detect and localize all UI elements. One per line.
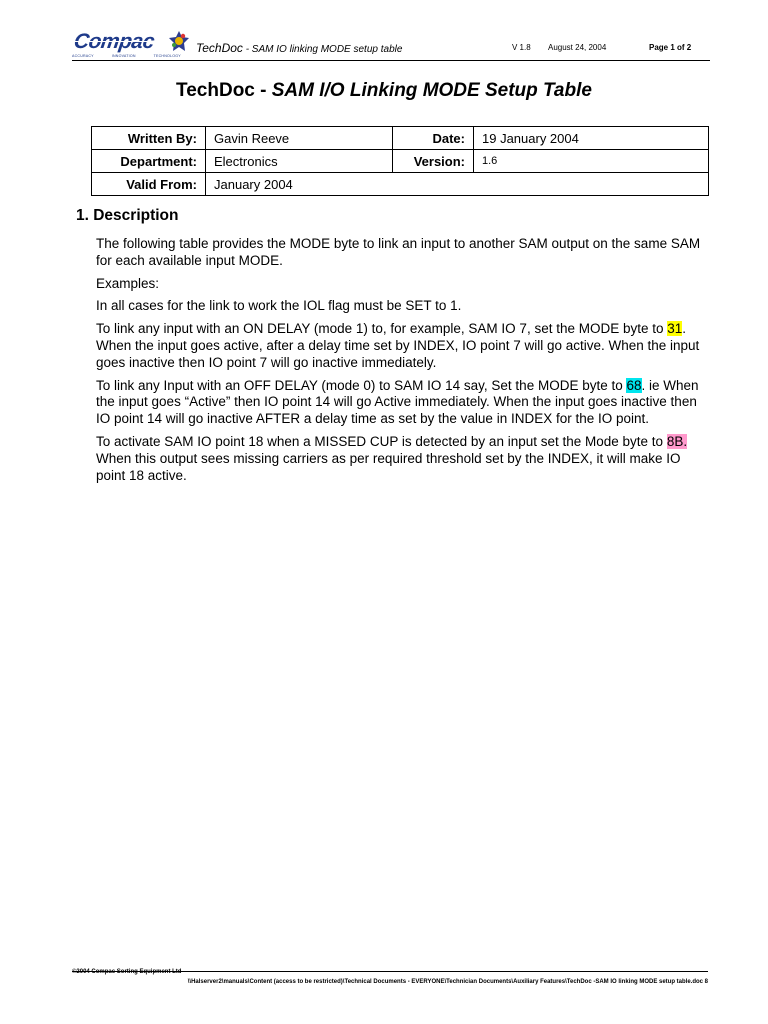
header-title: TechDoc - SAM IO linking MODE setup table xyxy=(196,41,403,55)
header-divider xyxy=(72,60,710,61)
highlighted-mode-value: 8B. xyxy=(666,433,688,449)
footer-divider xyxy=(72,971,708,972)
paragraph: To link any input with an ON DELAY (mode 1) to, for example, SAM IO 7, set the MODE byte to 31. When the input goes active, after a delay time set by INDEX, IO point 7 will go active. When the input goes inactive then IO point 7 will go inactive immediately. xyxy=(96,321,700,370)
table-row xyxy=(92,150,709,173)
document-info-table xyxy=(91,126,709,196)
company-logo xyxy=(72,30,181,60)
date-label: Date: xyxy=(393,127,474,150)
header-version: V 1.8 xyxy=(512,43,531,52)
footer-copyright: ©2004 Compac Sorting Equipment Ltd xyxy=(72,969,182,975)
version-label: Version: xyxy=(393,150,474,173)
department-value: Electronics xyxy=(206,150,393,173)
section-heading: 1. Description xyxy=(76,207,179,224)
version-value: 1.6 xyxy=(474,150,709,173)
paragraph: To activate SAM IO point 18 when a MISSED CUP is detected by an input set the Mode byte to 8B. When this output sees missing carriers as per required threshold set by the INDEX, it will make IO point 18 active. xyxy=(96,433,688,483)
paragraph: To link any Input with an OFF DELAY (mode 0) to SAM IO 14 say, Set the MODE byte to 68. ie When the input goes “Active” then IO point 14 will go Active immediately. When the input goes inactive then IO point 14 will go inactive AFTER a delay time as set by the value in INDEX for the IO point. xyxy=(96,377,699,427)
highlighted-mode-value: 31 xyxy=(667,321,683,337)
written-by-label: Written By: xyxy=(92,127,206,150)
highlighted-mode-value: 68 xyxy=(626,377,642,393)
department-label: Department: xyxy=(92,150,206,173)
header-page-number: Page 1 of 2 xyxy=(649,43,692,52)
paragraph: The following table provides the MODE byte to link an input to another SAM output on the same SAM for each available input MODE. xyxy=(96,236,701,268)
paragraph: Examples: xyxy=(96,275,160,291)
written-by-value: Gavin Reeve xyxy=(206,127,393,150)
header-date: August 24, 2004 xyxy=(548,43,607,52)
date-value: 19 January 2004 xyxy=(474,127,709,150)
paragraph: In all cases for the link to work the IOL flag must be SET to 1. xyxy=(96,298,462,314)
valid-from-label: Valid From: xyxy=(92,173,206,196)
logo-tagline: ACCURACY INNOVATION TECHNOLOGY xyxy=(72,54,181,58)
compac-gear-icon xyxy=(168,30,190,52)
footer-file-path: \\Halserver2\manuals\Content (access to be restricted)\Technical Documents - EVERYONE\Technician Documents\Auxiliary Features\TechDoc -SAM IO linking MODE setup table.doc 8 xyxy=(187,979,708,985)
document-title: TechDoc - SAM I/O Linking MODE Setup Table xyxy=(176,80,592,101)
table-row xyxy=(92,127,709,150)
valid-from-value: January 2004 xyxy=(206,173,709,196)
page-header xyxy=(72,28,710,62)
table-row xyxy=(92,173,709,196)
logo-wordmark: Compac xyxy=(72,30,156,53)
description-body xyxy=(96,236,712,490)
